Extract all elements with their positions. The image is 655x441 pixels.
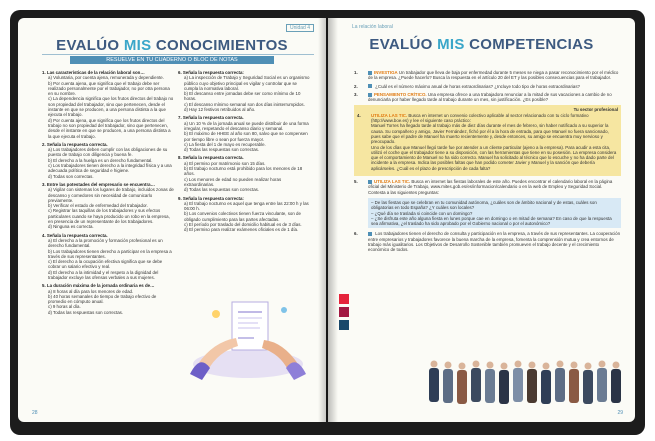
item-tag: PENSAMIENTO CRÍTICO. — [374, 91, 427, 97]
item-text: Un trabajador que lleva de baja por enfermedad durante 5 meses se niega a pasar reconocimiento por el médico de la empresa. ¿Puede hacerlo? Busca la respuesta en el artículo 20 del ET y las posibles consecuencias para el trabajador. — [368, 70, 619, 81]
right-page — [328, 18, 635, 422]
right-page-number: 29 — [617, 410, 623, 416]
question-item — [178, 70, 311, 112]
item-number: 6. — [354, 231, 358, 237]
professional-sector-box — [354, 105, 621, 176]
list-item — [354, 179, 621, 228]
case-paragraph-2: Uno de los días que Manuel llegó tarde fue por atender a un cliente particular (ajeno a la empresa). Para acudir a esta cita, utilizó el coche que el trabajador tiene a su disposición, con las herramientas que tiene en su posesión. La empresa considera que el comportamiento de Manuel no ha sido correcto. Manuel ha solicitado al técnico que lo escuche y no ha dado parte del incidente a la empresa. Indica las posibles faltas que han podido cometer Javier y Manuel y la sanción que debería aplicárseles. ¿Cuál es el plazo de prescripción de cada falta? — [371, 144, 617, 171]
answer-option: c) El descanso mínimo semanal son dos días ininterrumpidos. — [184, 101, 305, 107]
answer-option: d) Ninguna es correcta. — [48, 224, 94, 230]
answer-option: b) Los trabajadores tienen derecho a participar en la empresa a través de sus representantes. — [48, 248, 172, 259]
answer-option: a) El trabajo nocturno es aquel que tenga entre las 22:00 h y las 06:00 h. — [184, 200, 309, 212]
answer-option: c) La fiesta del 1 de mayo es recuperable. — [184, 141, 266, 147]
answer-option: c) 9 horas al día. — [48, 304, 81, 310]
answer-option: a) El permiso por matrimonio son 15 días. — [184, 160, 266, 166]
item-text: ¿Cuál es el número máximo anual de horas extraordinarias? ¿Incluye todo tipo de horas extraordinarias? — [375, 83, 580, 89]
person-figure — [471, 361, 481, 403]
person-figure — [583, 363, 593, 405]
group-of-people-photo — [423, 354, 623, 404]
professional-sector-heading: Tu sector profesional — [573, 107, 618, 113]
item-tag: INVESTIGA — [374, 70, 398, 75]
question-item — [42, 142, 175, 179]
person-figure — [597, 361, 607, 403]
left-title-rule — [42, 54, 314, 55]
item-tag: UTILIZA LAS TIC. — [374, 179, 411, 185]
questions-box — [368, 198, 621, 228]
right-page-body — [354, 70, 621, 256]
item-marker-icon — [368, 71, 372, 75]
left-running-head: Unidad 4 — [286, 24, 314, 32]
item-marker-icon — [368, 93, 372, 97]
list-item — [354, 231, 621, 252]
answer-option: a) Vigilar con sistemas los lugares de trabajo, incluidos zonas de descanso y comedores sin necesidad de comunicarlo previamente. — [48, 187, 174, 203]
answer-option: d) El derecho a la intimidad y el respeto a la dignidad del trabajador excluye las ofensas verbales a sus mujeres. — [48, 269, 159, 280]
case-paragraph-1: Manuel Torres ha llegado tarde al trabajo más de diez días durante el mes de febrero, sin haber notificado a su superior la causa. Su compañero y amigo, Javier Fernández, fichó por él a la hora de entrada, para que Manuel no fuera sancionado, pues sabe que el padre de Manuel ha muerto recientemente y, desde entonces, su amigo se encuentra muy nervioso y preocupado. — [371, 123, 609, 145]
right-running-head: La relación laboral — [352, 24, 393, 30]
answer-option: b) El máximo de HHEE al año son 80, salvo que se compensen por tiempo libre o sean por fuerza mayor. — [184, 131, 308, 142]
sdg-icons — [338, 293, 350, 333]
list-item — [354, 70, 621, 81]
answer-option: b) Por cuenta ajena, que significa que el trabajo debe ser realizado personalmente por el trabajador, no por otra persona en su nombre. — [48, 80, 170, 97]
left-page — [18, 18, 326, 422]
question-text: 4. Señala la respuesta correcta. — [42, 232, 108, 238]
answer-option: b) El trabajo nocturno está prohibido para los menores de 18 años. — [184, 166, 303, 177]
list-item — [354, 92, 621, 103]
question-text: 3. Entre las potestades del empresario se encuentra… — [42, 181, 155, 187]
left-column-1 — [42, 70, 175, 400]
left-page-number: 28 — [32, 410, 38, 416]
sub-question: – ¿Se disfruta este año alguna fiesta en lunes porque cae en domingo o en mitad de semana? En caso de que la respuesta sea afirmativa, ¿el traslado ha sido aprobado por el Gobierno nacional o por el autonómico? — [371, 215, 612, 227]
question-text: 9. Señala la respuesta correcta: — [178, 195, 244, 201]
answer-option: c) El período por traslado del domicilio habitual es de 3 días. — [184, 222, 302, 228]
competencias-items-bottom — [354, 179, 621, 253]
item-marker-icon — [368, 180, 372, 184]
question-item — [42, 283, 175, 315]
answer-option: b) 40 horas semanales de tiempo de trabajo efectivo de promedio en cómputo anual. — [48, 293, 157, 305]
question-text: 2. Señala la respuesta correcta. — [42, 141, 108, 147]
person-figure — [611, 362, 621, 404]
sub-question: – De las fiestas que se celebran en tu comunidad autónoma, ¿cuáles son de ámbito nacional y de estas, cuáles son obligatorias en todo España? ¿Y cuáles son locales? — [371, 199, 597, 211]
person-figure — [429, 361, 439, 403]
question-text: 7. Señala la respuesta correcta. — [178, 115, 244, 121]
answer-option: d) Todas las respuestas son correctas. — [184, 187, 260, 193]
answer-option: b) Verificar el estado de enfermedad del trabajador. — [48, 203, 148, 209]
sub-question: – ¿Qué día se traslada si coincide con un domingo? — [371, 210, 473, 216]
answer-option: d) El permiso para realizar exámenes oficiales es de 1 día. — [184, 227, 299, 233]
person-figure — [457, 363, 467, 405]
question-text: 8. Señala la respuesta correcta. — [178, 155, 244, 161]
item-number: 1. — [354, 70, 358, 75]
person-figure — [443, 362, 453, 404]
answer-option: b) El derecho a la huelga es un derecho fundamental. — [48, 157, 153, 163]
question-item — [42, 233, 175, 281]
left-page-subtitle: RESUELVE EN TU CUADERNO O BLOC DE NOTAS — [70, 56, 274, 64]
question-item — [178, 155, 311, 192]
item-text: Los trabajadores tienen el derecho de consulta y participación en la empresa, a través de sus representantes. La cooperación entre empresarios y trabajadores favorece la buena marcha de la empresa, fomenta la comprensión mutua y crea entornos de trabajo más igualitarios. Los Objetivos de Desarrollo Sostenible también promueven el trabajo decente y el crecimiento económico de todos. — [368, 231, 621, 253]
item-number: 2. — [354, 83, 358, 89]
competencias-items-top — [354, 70, 621, 102]
item-marker-icon — [368, 84, 372, 88]
left-page-title: EVALÚO MIS CONOCIMIENTOS — [56, 37, 288, 54]
answer-option: c) La dependencia significa que los frutos directos del trabajo no son propiedad del trabajador, sino que pertenecen, desde el instante en que se producen, a una persona distinta a la que ejecuta el trabajo. — [48, 96, 174, 118]
person-figure — [513, 361, 523, 403]
answer-option: a) El derecho a la promoción y formación profesional es un derecho fundamental. — [48, 237, 163, 249]
item-number: 3. — [354, 91, 358, 97]
answer-option: a) Voluntaria, por cuenta ajena, remunerada y dependiente. — [48, 75, 164, 81]
answer-option: d) Todas las respuestas son correctas. — [48, 309, 124, 315]
person-figure — [555, 361, 565, 403]
question-text: 5. La duración máxima de la jornada ordinaria es de… — [42, 283, 155, 289]
question-item — [178, 196, 311, 233]
person-figure — [569, 362, 579, 404]
answer-option: b) Los convenios colectivos tienen fuerza vinculante, son de obligado cumplimiento para las partes afectadas. — [184, 211, 301, 222]
answer-option: b) El descanso entre jornadas debe ser como mínimo de 10 horas. — [184, 91, 301, 102]
answer-option: d) Todas son correctas. — [48, 173, 94, 179]
question-item — [42, 70, 175, 139]
answer-option: a) 8 horas al día para los menores de edad. — [48, 288, 134, 294]
answer-option: c) Registrar las taquillas de los trabajadores y sus efectos particulares cuando se haya producido un robo en la empresa, en presencia de un representante de los trabajadores. — [48, 208, 170, 225]
answer-option: d) Por cuenta ajena, que significa que los frutos directos del trabajo no son propiedad del trabajador, sino que pertenecen, desde el instante en que se producen, a una persona distinta a la que ejecuta el trabajo. — [48, 117, 171, 139]
answer-option: c) Los trabajadores tienen derecho a la integridad física y a una adecuada política de seguridad e higiene. — [48, 163, 172, 174]
person-figure — [541, 363, 551, 405]
right-page-title: EVALÚO MIS COMPETENCIAS — [369, 36, 594, 53]
person-figure — [527, 362, 537, 404]
person-figure — [485, 362, 495, 404]
answer-option: d) Hay 12 festivos retribuidos al año. — [184, 107, 256, 113]
question-text: 1. Las características de la relación laboral son… — [42, 70, 145, 75]
list-item: 4. UTILIZA LAS TIC. Busca en internet un convenio colectivo aplicable al sector relacionado con tu ciclo formativo (http://www.boe.es) y lee el siguiente caso práctico: Manuel Torres ha llegado tarde al trabajo más de diez días durante el mes de febrero, sin haber notificado a su superior la causa. Su compañero y amigo, Javier Fernández, fichó por él a la hora de entrada, para que Manuel no fuera sancionado, pues sabe que el padre de Manuel ha muerto recientemente y, desde entonces, su amigo se encuentra muy nervioso y preocupado. Uno de los días que Manuel llegó tarde fue por atender a un cliente particular (ajeno a la empresa). Para acudir a esta cita, utilizó el coche que el trabajador tiene a su disposición, con las herramientas que tiene en su posesión. La empresa considera que el comportamiento de Manuel no ha sido correcto. Manuel ha solicitado al técnico que lo escuche y no ha dado parte del incidente a la empresa. Indica las posibles faltas que han podido cometer Javier y Manuel y la sanción que debería aplicárseles. ¿Cuál es el plazo de prescripción de cada falta? — [357, 112, 617, 171]
person-figure — [499, 363, 509, 405]
item-text: Una empresa ofrece a una trabajadora renunciar a la mitad de sus vacaciones a cambio de no denunciarla por haber llegado tarde al trabajo durante un mes, sin justificación. ¿Es posible? — [368, 91, 612, 103]
item-text: Busca en internet las fiestas laborales de este año. Puedes encontrar el calendario laboral en la página oficial del Ministerio de Trabajo, www.mites.gob.es/es/informacion/calendario o en la web de Empleo y Seguridad Social. Contesta a las siguientes preguntas: — [368, 179, 613, 195]
question-item — [178, 115, 311, 152]
list-item — [354, 84, 621, 89]
answer-option: a) Los trabajadores deben cumplir con las obligaciones de su puesto de trabajo con diligencia y buena fe. — [48, 147, 168, 158]
question-item — [42, 182, 175, 230]
answer-option: d) Todas las respuestas son correctas. — [184, 147, 260, 153]
answer-option: c) Los menores de edad no pueden realizar horas extraordinarias. — [184, 176, 282, 187]
question-text: 6. Señala la respuesta correcta: — [178, 70, 244, 75]
item-marker-icon — [368, 232, 372, 236]
answer-option: c) El derecho a la ocupación efectiva significa que se debe cobrar un salario efectivo y real. — [48, 259, 163, 270]
answer-option: a) La inspección de Trabajo y Seguridad Social es un organismo público cuyo objetivo principal es vigilar y controlar que se cumpla la normativa laboral. — [184, 75, 310, 91]
answer-option: a) Un 10 % de la jornada anual se puede distribuir de una forma irregular, respetando el descanso diario y semanal. — [184, 120, 309, 131]
item-number: 5. — [354, 179, 358, 185]
book-gutter — [318, 18, 338, 422]
hands-holding-document-illustration — [188, 294, 308, 382]
